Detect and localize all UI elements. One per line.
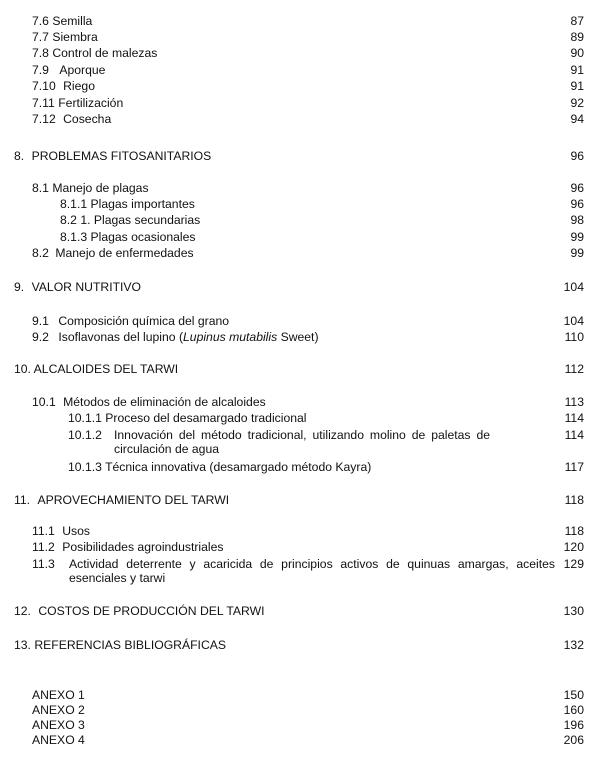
toc-title: APROVECHAMIENTO DEL TARWI [37,493,230,507]
toc-page: 110 [564,330,584,344]
toc-title: Composición química del grano [58,314,230,328]
toc-page: 113 [564,395,584,409]
toc-num: 7.10 [32,79,56,93]
toc-title: Manejo de enfermedades [55,246,194,260]
toc-entry-13 [14,638,226,652]
toc-page: 92 [570,96,584,110]
toc-entry-9-1 [32,314,229,328]
toc-page: 160 [563,703,584,717]
toc-page: 99 [570,246,584,260]
toc-entry-10-1-1 [68,411,307,425]
toc-entry-8 [14,149,211,163]
toc-page: 104 [563,280,584,294]
toc-entry-7-11 [32,96,123,110]
toc-num: 8.2 [32,246,49,260]
toc-page: 91 [570,63,584,77]
toc-num: 7.8 [32,46,49,60]
toc-entry-anexo-3: ANEXO 3 [32,718,85,732]
toc-page: 129 [563,557,584,571]
toc-entry-anexo-4: ANEXO 4 [32,733,85,747]
toc-entry-10-1-2: Innovación del método tradicional, utilizando molino de paletas de circulación de agua [114,428,490,456]
toc-num: 8. [14,149,25,163]
toc-title: Fertilización [58,96,124,110]
toc-entry-9-2 [32,330,319,344]
toc-num: 9. [14,280,25,294]
toc-page: 196 [563,718,584,732]
toc-page: 104 [563,314,584,328]
toc-page: 118 [564,493,584,507]
toc-page: 90 [570,46,584,60]
toc-entry-7-9 [32,63,105,77]
toc-title: Control de malezas [52,46,158,60]
toc-num: 8.1.3 [60,230,88,244]
toc-title: Plagas secundarias [93,213,201,227]
toc-page: 96 [570,181,584,195]
toc-title: VALOR NUTRITIVO [31,280,142,294]
toc-title: Semilla [52,14,93,28]
toc-num: 12. [14,604,31,618]
toc-title: Plagas importantes [90,197,195,211]
toc-num: 9.1 [32,314,49,328]
toc-entry-12 [14,604,265,618]
toc-title: Proceso del desamargado tradicional [105,411,307,425]
toc-entry-10-1-3 [68,460,371,474]
toc-entry-anexo-1: ANEXO 1 [32,688,85,702]
toc-page: 112 [564,362,584,376]
toc-title: Usos [62,524,90,538]
toc-title: Posibilidades agroindustriales [62,540,224,554]
toc-entry-11-3-num: 11.3 [32,557,55,571]
toc-page: 87 [570,14,584,28]
toc-title: Plagas ocasionales [90,230,196,244]
toc-page: 99 [570,230,584,244]
toc-num: 7.9 [32,63,49,77]
toc-num: 10.1.3 [68,460,102,474]
toc-title: Técnica innovativa (desamargado método Kayra) [105,460,372,474]
toc-entry-8-1 [32,181,149,195]
toc-entry-11-2 [32,540,223,554]
toc-page: 114 [564,411,584,425]
toc-page: 120 [563,540,584,554]
toc-num: 9.2 [32,330,49,344]
toc-num: 7.7 [32,30,49,44]
toc-entry-7-8 [32,46,157,60]
toc-title-species: Lupinus mutabilis [183,330,278,344]
toc-num: 8.2 1. [60,213,91,227]
toc-entry-7-6 [32,14,92,28]
toc-title: Riego [63,79,95,93]
toc-num: 11.1 [32,524,55,538]
toc-title: ALCALOIDES DEL TARWI [33,362,179,376]
toc-entry-7-12 [32,112,111,126]
toc-page: 118 [564,524,584,538]
toc-num: 10. [14,362,31,376]
toc-entry-8-2-1 [60,213,200,227]
toc-entry-8-1-3 [60,230,196,244]
toc-num: 11.2 [32,540,55,554]
toc-title: COSTOS DE PRODUCCIÓN DEL TARWI [38,604,265,618]
toc-num: 7.11 [32,96,55,110]
toc-entry-10-1-2-num: 10.1.2 [68,428,102,442]
toc-entry-7-10 [32,79,95,93]
toc-page: 91 [570,79,584,93]
toc-title: Siembra [52,30,98,44]
toc-entry-8-1-1 [60,197,195,211]
toc-page: 96 [570,149,584,163]
toc-entry-11 [14,493,229,507]
toc-entry-anexo-2: ANEXO 2 [32,703,85,717]
toc-title: Aporque [59,63,106,77]
toc-entry-11-3: Actividad deterrente y acaricida de principios activos de quinuas amargas, aceites esenciales y tarwi [69,557,555,585]
toc-num: 10.1 [32,395,56,409]
toc-title: Isoflavonas del lupino ( [58,330,184,344]
toc-title: Cosecha [63,112,112,126]
toc-page: 89 [570,30,584,44]
toc-page: 94 [570,112,584,126]
toc-entry-10 [14,362,178,376]
toc-page: 96 [570,197,584,211]
toc-title: REFERENCIAS BIBLIOGRÁFICAS [34,638,226,652]
toc-num: 7.12 [32,112,56,126]
toc-entry-8-2 [32,246,194,260]
toc-num: 10.1.1 [68,411,102,425]
toc-page: 114 [564,428,584,442]
toc-title: Métodos de eliminación de alcaloides [63,395,266,409]
toc-num: 8.1.1 [60,197,88,211]
toc-entry-9 [14,280,141,294]
toc-entry-7-7 [32,30,98,44]
toc-page: 206 [563,733,584,747]
toc-title-rest: Sweet) [277,330,319,344]
toc-page: 130 [563,604,584,618]
toc-page: 150 [563,688,584,702]
toc-entry-11-1 [32,524,90,538]
toc-entry-10-1 [32,395,266,409]
toc-num: 13. [14,638,31,652]
toc-page: 117 [564,460,584,474]
toc-num: 11. [14,493,31,507]
toc-title: PROBLEMAS FITOSANITARIOS [31,149,212,163]
toc-page: 132 [563,638,584,652]
toc-num: 8.1 [32,181,49,195]
toc-title: Manejo de plagas [52,181,149,195]
toc-page: 98 [570,213,584,227]
toc-num: 7.6 [32,14,49,28]
